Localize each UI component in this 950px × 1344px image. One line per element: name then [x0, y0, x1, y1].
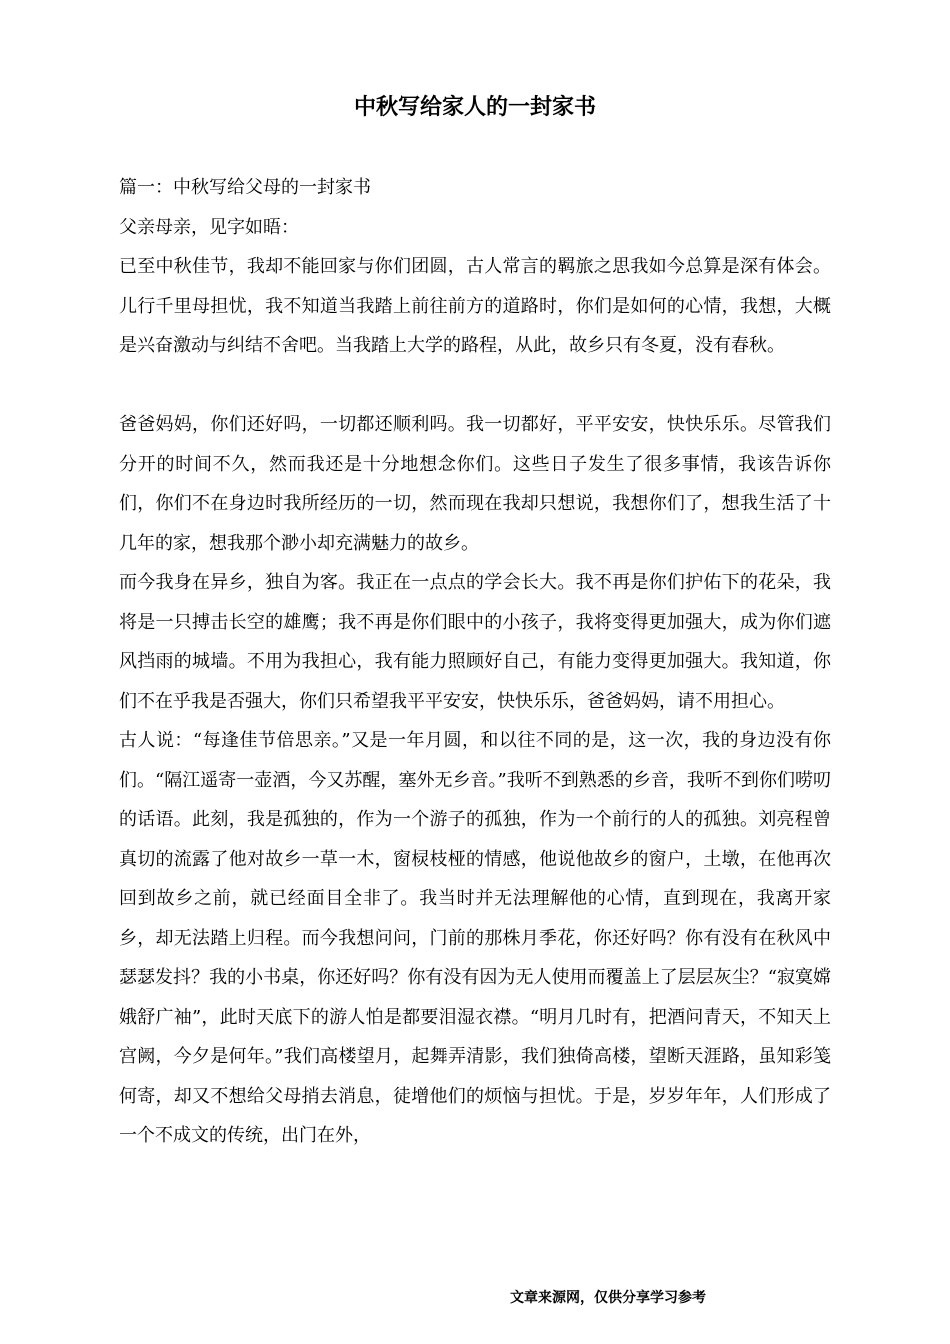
- body-paragraph: 古人说：“每逢佳节倍思亲。”又是一年月圆，和以往不同的是，这一次，我的身边没有你们。“隔江遥寄一壶酒，今又苏醒，塞外无乡音。”我听不到熟悉的乡音，我听不到你们唠叨的话语。此刻，我是孤独的，作为一个游子的孤独，作为一个前行的人的孤独。刘亮程曾真切的流露了他对故乡一草一木，窗棂枝桠的情感，他说他故乡的窗户，土墩，在他再次回到故乡之前，就已经面目全非了。我当时并无法理解他的心情，直到现在，我离开家乡，却无法踏上归程。而今我想问问，门前的那株月季花，你还好吗？你有没有在秋风中瑟瑟发抖？我的小书桌，你还好吗？你有没有因为无人使用而覆盖上了层层灰尘？“寂寞嫦娥舒广袖”，此时天底下的游人怕是都要泪湿衣襟。“明月几时有，把酒问青天，不知天上宫阙，今夕是何年。”我们高楼望月，起舞弄清影，我们独倚高楼，望断天涯路，虽知彩笺何寄，却又不想给父母捎去消息，徒增他们的烦恼与担忧。于是，岁岁年年，人们形成了一个不成文的传统，出门在外，: [119, 730, 831, 1146]
- footer-source-note: 文章来源网，仅供分享学习参考: [510, 1290, 706, 1306]
- document-body: [119, 168, 831, 1156]
- salutation: 父亲母亲，见字如晤：: [119, 216, 299, 238]
- document-title: 中秋写给家人的一封家书: [353, 95, 596, 120]
- body-paragraph: 而今我身在异乡，独自为客。我正在一点点的学会长大。我不再是你们护佑下的花朵，我将是一只搏击长空的雄鹰；我不再是你们眼中的小孩子，我将变得更加强大，成为你们遮风挡雨的城墙。不用为我担心，我有能力照顾好自己，有能力变得更加强大。我知道，你们不在乎我是否强大，你们只希望我平平安安，快快乐乐，爸爸妈妈，请不用担心。: [119, 572, 831, 712]
- body-paragraph: 已至中秋佳节，我却不能回家与你们团圆，古人常言的羁旅之思我如今总算是深有体会。儿行千里母担忧，我不知道当我踏上前往前方的道路时，你们是如何的心情，我想，大概是兴奋激动与纠结不舍吧。当我踏上大学的路程，从此，故乡只有冬夏，没有春秋。: [119, 256, 831, 356]
- paragraph-gap: [119, 366, 831, 406]
- body-paragraph: 爸爸妈妈，你们还好吗，一切都还顺利吗。我一切都好，平平安安，快快乐乐。尽管我们分开的时间不久，然而我还是十分地想念你们。这些日子发生了很多事情，我该告诉你们，你们不在身边时我所经历的一切，然而现在我却只想说，我想你们了，想我生活了十几年的家，想我那个渺小却充满魅力的故乡。: [119, 414, 831, 554]
- section-heading: 篇一：中秋写给父母的一封家书: [119, 177, 371, 198]
